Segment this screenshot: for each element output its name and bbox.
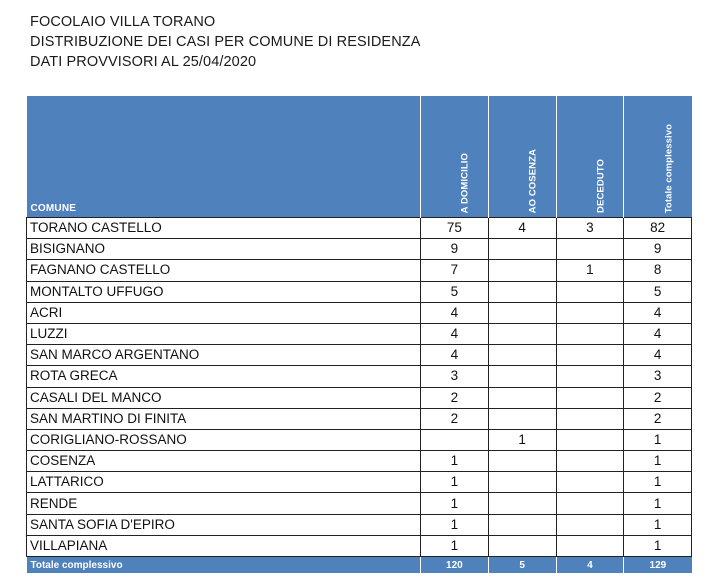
footer-deceduto: 4: [556, 557, 624, 574]
cases-table: [26, 96, 692, 573]
cell-comune: BISIGNANO: [27, 239, 421, 260]
cell-totale: 82: [624, 218, 692, 239]
cell-ao-cosenza: [488, 281, 556, 302]
cell-totale: 2: [624, 408, 692, 429]
table-row: [27, 493, 692, 514]
cell-totale: 4: [624, 345, 692, 366]
table-row: [27, 472, 692, 493]
title-line-1: FOCOLAIO VILLA TORANO: [30, 14, 216, 30]
cell-ao-cosenza: [488, 302, 556, 323]
cell-deceduto: [556, 323, 624, 344]
header-comune: COMUNE: [27, 96, 421, 218]
cell-ao-cosenza: 1: [488, 429, 556, 450]
header-domicilio: [421, 96, 489, 218]
cell-domicilio: 1: [421, 535, 489, 556]
cell-deceduto: [556, 429, 624, 450]
cell-totale: 4: [624, 323, 692, 344]
footer-totale: 129: [624, 557, 692, 574]
header-domicilio-label: A DOMICILIO: [459, 152, 471, 213]
footer-row: [27, 557, 692, 574]
table-row: [27, 429, 692, 450]
table-row: [27, 451, 692, 472]
cell-domicilio: 1: [421, 514, 489, 535]
cell-ao-cosenza: [488, 514, 556, 535]
cell-totale: 1: [624, 493, 692, 514]
title-line-2: DISTRIBUZIONE DEI CASI PER COMUNE DI RESIDENZA: [30, 34, 421, 50]
footer-ao-cosenza: 5: [488, 557, 556, 574]
header-totale-label: Totale complessivo: [663, 123, 675, 213]
cell-comune: ACRI: [27, 302, 421, 323]
table-row: [27, 281, 692, 302]
cell-deceduto: [556, 239, 624, 260]
footer-domicilio: 120: [421, 557, 489, 574]
cell-ao-cosenza: [488, 493, 556, 514]
cell-totale: 9: [624, 239, 692, 260]
cell-totale: 1: [624, 451, 692, 472]
cell-ao-cosenza: [488, 260, 556, 281]
cell-deceduto: [556, 345, 624, 366]
cell-ao-cosenza: [488, 366, 556, 387]
header-ao-cosenza: [488, 96, 556, 218]
cell-domicilio: 3: [421, 366, 489, 387]
cell-comune: CORIGLIANO-ROSSANO: [27, 429, 421, 450]
cell-totale: 4: [624, 302, 692, 323]
cell-totale: 3: [624, 366, 692, 387]
title-line-3: DATI PROVVISORI AL 25/04/2020: [30, 54, 257, 70]
cell-domicilio: 5: [421, 281, 489, 302]
cell-totale: 1: [624, 535, 692, 556]
cell-deceduto: [556, 302, 624, 323]
cell-ao-cosenza: [488, 345, 556, 366]
cell-domicilio: 4: [421, 323, 489, 344]
table-row: [27, 387, 692, 408]
cell-totale: 2: [624, 387, 692, 408]
cell-ao-cosenza: [488, 387, 556, 408]
table-row: [27, 408, 692, 429]
cell-domicilio: 1: [421, 451, 489, 472]
table-row: [27, 514, 692, 535]
cell-domicilio: 1: [421, 472, 489, 493]
table-row: [27, 345, 692, 366]
cell-domicilio: 75: [421, 218, 489, 239]
cell-comune: COSENZA: [27, 451, 421, 472]
cell-deceduto: 3: [556, 218, 624, 239]
cell-totale: 1: [624, 429, 692, 450]
cell-comune: LUZZI: [27, 323, 421, 344]
cell-comune: SAN MARTINO DI FINITA: [27, 408, 421, 429]
cell-ao-cosenza: [488, 451, 556, 472]
header-deceduto-label: DECEDUTO: [595, 159, 607, 213]
table-footer: [27, 557, 692, 574]
header-ao-cosenza-label: AO COSENZA: [527, 148, 539, 213]
cell-deceduto: 1: [556, 260, 624, 281]
table-row: [27, 302, 692, 323]
cell-ao-cosenza: [488, 535, 556, 556]
cell-domicilio: 1: [421, 493, 489, 514]
cell-domicilio: 9: [421, 239, 489, 260]
cell-comune: VILLAPIANA: [27, 535, 421, 556]
cell-comune: LATTARICO: [27, 472, 421, 493]
cell-ao-cosenza: 4: [488, 218, 556, 239]
cell-ao-cosenza: [488, 239, 556, 260]
cell-domicilio: 2: [421, 387, 489, 408]
cell-deceduto: [556, 387, 624, 408]
cell-totale: 8: [624, 260, 692, 281]
cell-comune: CASALI DEL MANCO: [27, 387, 421, 408]
cell-comune: MONTALTO UFFUGO: [27, 281, 421, 302]
table-row: [27, 323, 692, 344]
cell-comune: FAGNANO CASTELLO: [27, 260, 421, 281]
cell-deceduto: [556, 281, 624, 302]
cell-ao-cosenza: [488, 408, 556, 429]
cell-domicilio: 7: [421, 260, 489, 281]
table-row: [27, 239, 692, 260]
cell-domicilio: [421, 429, 489, 450]
cell-deceduto: [556, 472, 624, 493]
cell-deceduto: [556, 514, 624, 535]
cell-comune: SANTA SOFIA D'EPIRO: [27, 514, 421, 535]
cell-domicilio: 4: [421, 302, 489, 323]
cell-domicilio: 2: [421, 408, 489, 429]
cell-totale: 5: [624, 281, 692, 302]
cell-deceduto: [556, 408, 624, 429]
cell-domicilio: 4: [421, 345, 489, 366]
cell-totale: 1: [624, 472, 692, 493]
cell-totale: 1: [624, 514, 692, 535]
cell-ao-cosenza: [488, 472, 556, 493]
cell-ao-cosenza: [488, 323, 556, 344]
cell-comune: RENDE: [27, 493, 421, 514]
cell-comune: ROTA GRECA: [27, 366, 421, 387]
table-body: [27, 218, 692, 557]
cell-deceduto: [556, 493, 624, 514]
document-title: [30, 12, 421, 72]
table-row: [27, 218, 692, 239]
cell-deceduto: [556, 366, 624, 387]
table-header: [27, 96, 692, 218]
table-row: [27, 535, 692, 556]
table-row: [27, 366, 692, 387]
cell-deceduto: [556, 535, 624, 556]
table-row: [27, 260, 692, 281]
footer-label: Totale complessivo: [27, 557, 421, 574]
cell-comune: TORANO CASTELLO: [27, 218, 421, 239]
header-totale: [624, 96, 692, 218]
cell-comune: SAN MARCO ARGENTANO: [27, 345, 421, 366]
header-deceduto: [556, 96, 624, 218]
cell-deceduto: [556, 451, 624, 472]
